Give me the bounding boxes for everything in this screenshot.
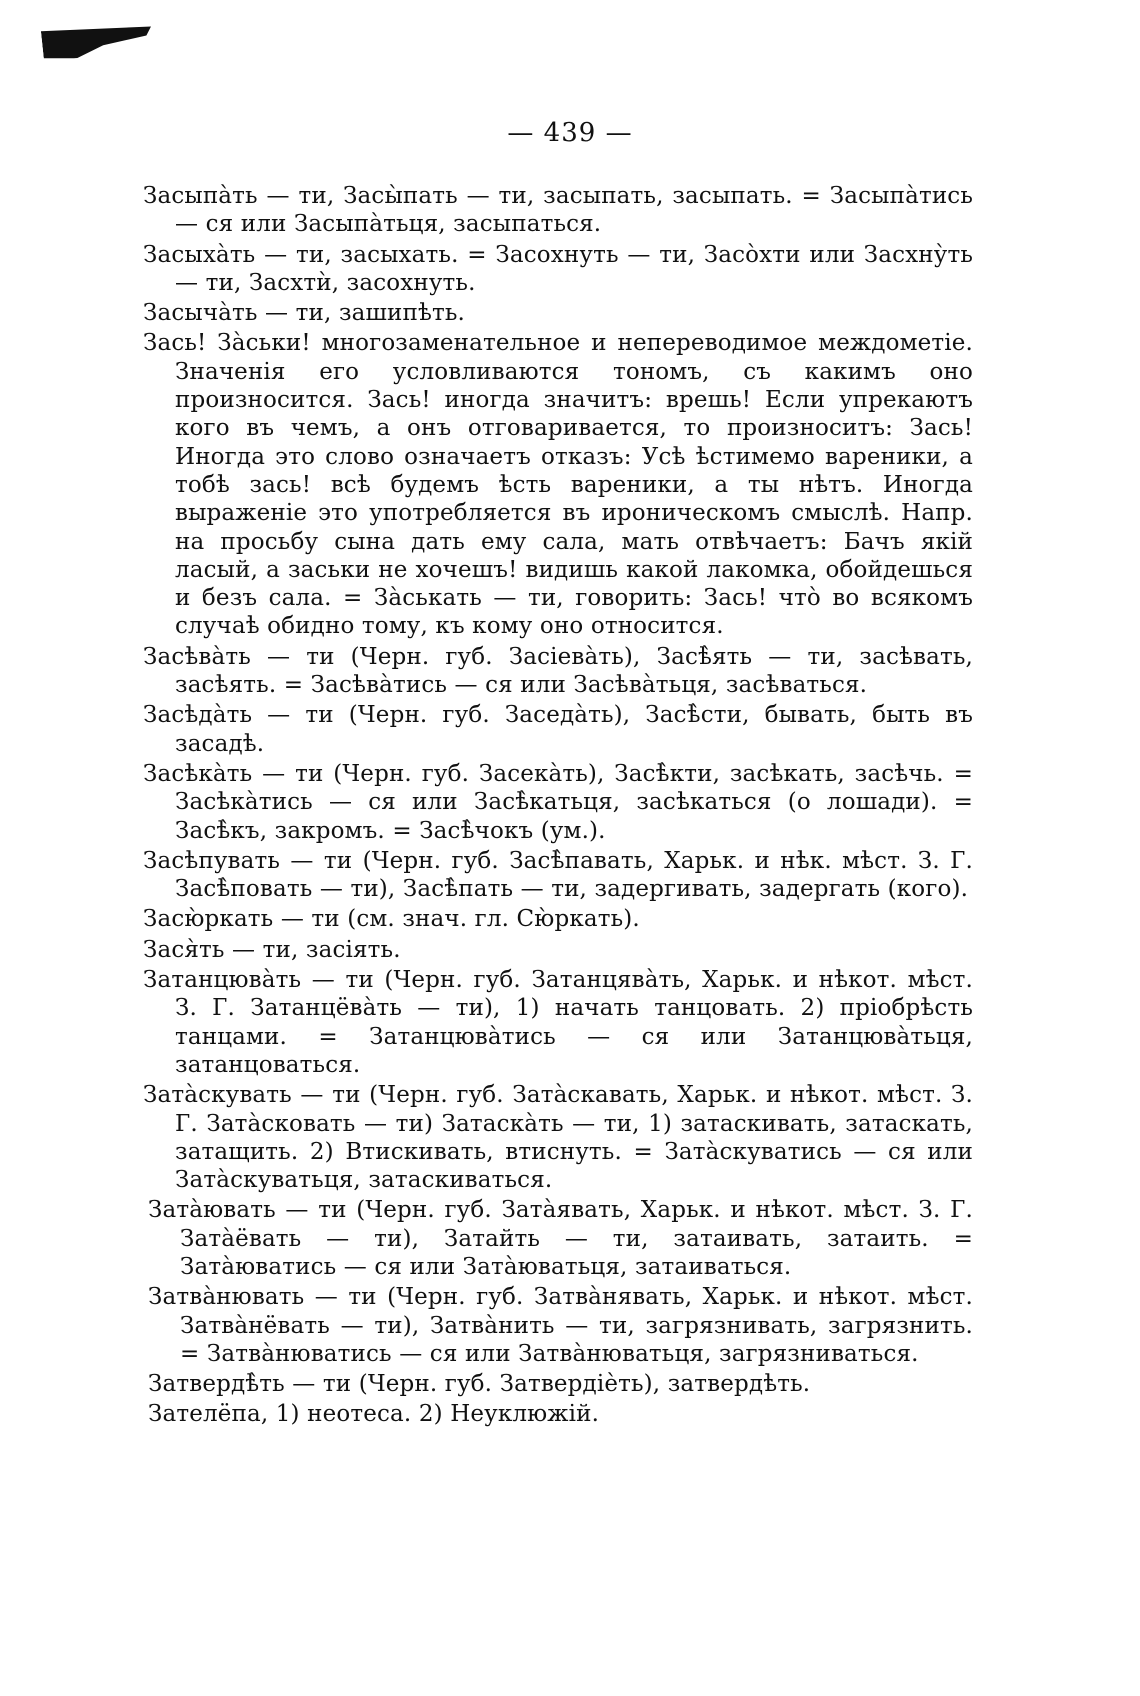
entry-zasyurkat: Засю̀ркать — ти (см. знач. гл. Сю̀ркать).: [143, 906, 640, 933]
entry-zatelepa: Зателёпа, 1) неотеса. 2) Неуклюжій.: [148, 1401, 600, 1428]
entry-zatvanyuvat: Затва̀нювать — ти (Черн. губ. Затва̀нявать, Харьк. и нѣкот. мѣст. Затва̀нёвать — ти), Затва̀нить — ти, загрязнивать, загрязнить. = Затва̀нюватись — ся или Затва̀нюватьця, загрязниваться.: [148, 1284, 973, 1367]
page-number: — 439 —: [507, 118, 633, 148]
entry-zasepuvat: Засѣпувать — ти (Черн. губ. Засѣ̀павать, Харьк. и нѣк. мѣст. З. Г. Засѣ̀повать — ти), Засѣ̀пать — ти, задергивать, задергать (кого).: [143, 847, 973, 903]
entry-zasevat: Засѣва̀ть — ти (Черн. губ. Засіева̀ть), Засѣ̀ять — ти, засѣвать, засѣять. = Засѣва̀тись — ся или Засѣва̀тьця, засѣваться.: [143, 643, 973, 699]
entry-zataskuvat: Зата̀скувать — ти (Черн. губ. Зата̀скавать, Харьк. и нѣкот. мѣст. З. Г. Зата̀сковать — ти) Затаска̀ть — ти, 1) затаскивать, затаскать, затащить. 2) Втискивать, втиснуть. = Зата̀скуватись — ся или Зата̀скуватьця, затаскиваться.: [143, 1082, 973, 1194]
entry-zatverdet: Затвердѣ̀ть — ти (Черн. губ. Затвердіѐть), затвердѣть.: [148, 1371, 811, 1398]
corner-ink-mark: [41, 16, 154, 61]
entry-zasykhat: Засыха̀ть — ти, засыхать. = Засохнуть — ти, Засо̀хти или Засхну̀ть — ти, Засхтѝ, засохнуть.: [143, 241, 973, 296]
entry-zasypat: Засыпа̀ть — ти, Засы̀пать — ти, засыпать, засыпать. = Засыпа̀тись — ся или Засыпа̀тьця, засыпаться.: [143, 183, 973, 238]
entry-zasyat: Зася̀ть — ти, засіять.: [143, 936, 401, 963]
entry-zatayuvat: Зата̀ювать — ти (Черн. губ. Зата̀явать, Харьк. и нѣкот. мѣст. З. Г. Зата̀ёвать — ти), Затайть — ти, затаивать, затаить. = Зата̀юватись — ся или Зата̀юватьця, затаиваться.: [148, 1197, 973, 1280]
entry-zasekat: Засѣка̀ть — ти (Черн. губ. Засека̀ть), Засѣ̀кти, засѣкать, засѣчь. = Засѣка̀тись — ся или Засѣ̀катьця, засѣкаться (о лошади). = Засѣ̀къ, закромъ. = Засѣ̀чокъ (ум.).: [143, 760, 973, 844]
entry-zasychat: Засыча̀ть — ти, зашипѣть.: [143, 300, 466, 327]
entry-zatantsyuvat: Затанцюва̀ть — ти (Черн. губ. Затанцява̀ть, Харьк. и нѣкот. мѣст. З. Г. Затанцёва̀ть — ти), 1) начать танцовать. 2) пріобрѣсть танцами. = Затанцюва̀тись — ся или Затанцюва̀тьця, затанцоваться.: [143, 967, 973, 1078]
dictionary-entries: [143, 182, 973, 1431]
entry-zas: Зась! За̀ськи! многозаменательное и непереводимое междометіе. Значенія его условливаются тономъ, съ какимъ оно произносится. Зась! иногда значитъ: врешь! Если упрекаютъ кого въ чемъ, а онъ отговаривается, то произноситъ: Зась! Иногда это слово означаетъ отказъ: Усѣ ѣстимемо вареники, а тобѣ зась! всѣ будемъ ѣсть вареники, а ты нѣтъ. Иногда выраженіе это употребляется въ ироническомъ смыслѣ. Напр. на просьбу сына дать ему сала, мать отвѣчаетъ: Бачъ якій ласый, а заськи не хочешъ! видишь какой лакомка, обойдешься и безъ сала. = За̀ськать — ти, говорить: Зась! что̀ во всякомъ случаѣ обидно тому, къ кому оно относится.: [143, 330, 973, 640]
entry-zasedat: Засѣда̀ть — ти (Черн. губ. Заседа̀ть), Засѣ̀сти, бывать, быть въ засадѣ.: [143, 702, 973, 757]
